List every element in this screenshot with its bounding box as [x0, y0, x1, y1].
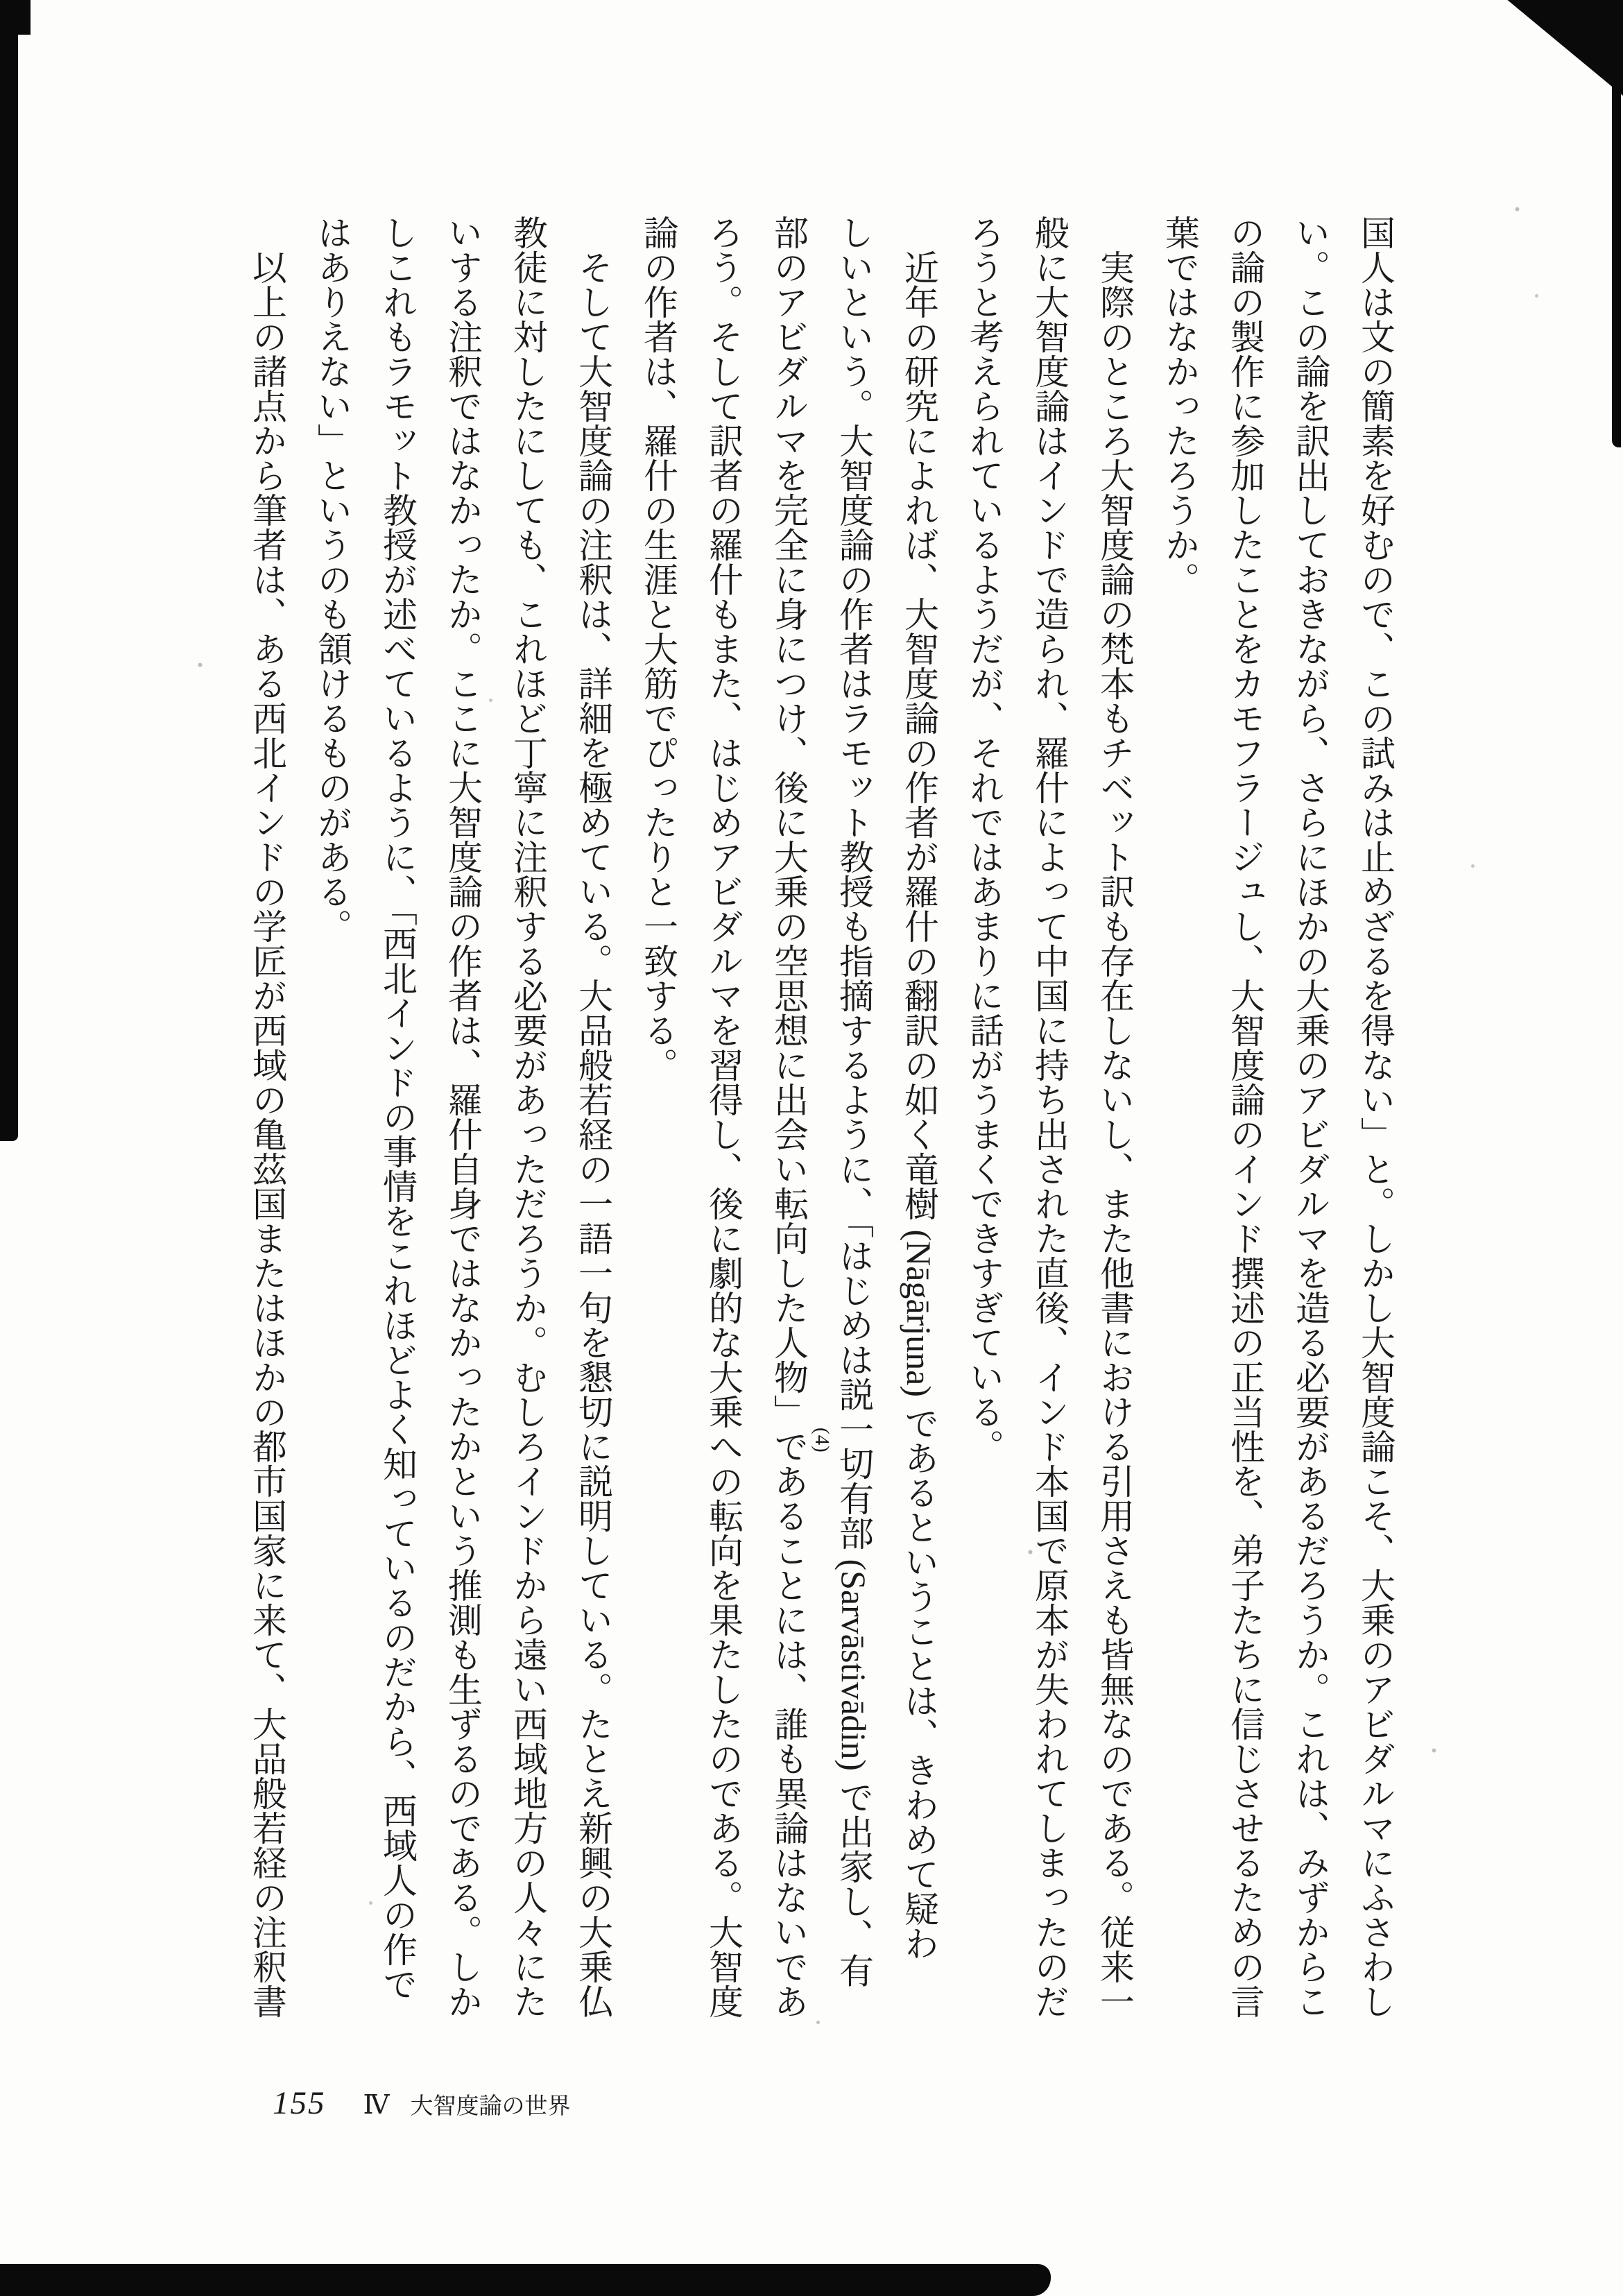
chapter-number: Ⅳ — [363, 2091, 390, 2120]
chapter-title: 大智度論の世界 — [410, 2094, 571, 2119]
scan-artifact-right-edge-line — [1612, 83, 1621, 447]
scan-noise-speckles — [0, 0, 2, 2]
text-column: 近年の研究によれば、大智度論の作者が羅什の翻訳の如く竜樹 (Nāgārjuna) であるということは、きわめて疑わ — [900, 215, 938, 1961]
text-column: 般に大智度論はインドで造られ、羅什によって中国に持ち出された直後、インド本国で原本が失われてしまったのだ — [1030, 215, 1069, 2019]
text-column: 実際のところ大智度論の梵本もチベット訳も存在しないし、また他書における引用さえも皆無なのである。従来一 — [1095, 215, 1134, 2019]
scan-artifact-corner-wedge — [1505, 0, 1623, 96]
page-number: 155 — [273, 2085, 326, 2121]
text-column: の論の製作に参加したことをカモフラージュし、大智度論のインド撰述の正当性を、弟子たちに信じさせるための言 — [1226, 215, 1264, 2019]
text-column: 以上の諸点から筆者は、ある西北インドの学匠が西域の亀茲国またはほかの都市国家に来て、大品般若経の注釈書 — [248, 215, 286, 2019]
text-column: ろう。そして訳者の羅什もまた、はじめアビダルマを習得し、後に劇的な大乗への転向を果たしたのである。大智度 — [704, 215, 743, 2019]
text-column: そして大智度論の注釈は、詳細を極めている。大品般若経の一語一句を懇切に説明している。たとえ新興の大乗仏 — [574, 215, 612, 2019]
text-column: 教徒に対したにしても、これほど丁寧に注釈する必要があっただろうか。むしろインドから遠い西域地方の人々にた — [508, 215, 547, 2019]
text-column: 部のアビダルマを完全に身につけ、後に大乗の空思想に出会い転向した人物」であることには、誰も異論はないであ — [769, 215, 808, 2019]
text-column: 国人は文の簡素を好むので、この試みは止めざるを得ない」と。しかし大智度論こそ、大乗のアビダルマにふさわし — [1356, 215, 1395, 2019]
scan-artifact-left-strip — [0, 0, 18, 1141]
body-text — [246, 215, 1397, 2032]
text-column: しいという。大智度論の作者はラモット教授も指摘するように、「はじめは説一切有部 (Sarvāstivādin) で出家し、有 — [834, 215, 873, 1988]
text-column: はありえない」というのも頷けるものがある。 — [313, 215, 352, 943]
page-footer — [273, 2084, 570, 2127]
scan-artifact-bottom-strip — [0, 2264, 1051, 2296]
text-column: しこれもラモット教授が述べているように、「西北インドの事情をこれほどよく知っているのだから、西域人の作で — [378, 215, 417, 2001]
footnote-ref-marker: (4) — [811, 1428, 833, 1453]
text-column: 葉ではなかったろうか。 — [1160, 215, 1199, 597]
text-column: い。この論を訳出しておきながら、さらにほかの大乗のアビダルマを造る必要があるだろうか。これは、みずからこ — [1291, 215, 1330, 2019]
text-column: 論の作者は、羅什の生涯と大筋でぴったりと一致する。 — [639, 215, 678, 1082]
text-column: いする注釈ではなかったか。ここに大智度論の作者は、羅什自身ではなかったかという推測も生ずるのである。しか — [443, 215, 482, 2019]
text-column: ろうと考えられているようだが、それではあまりに話がうまくできすぎている。 — [965, 215, 1004, 1464]
